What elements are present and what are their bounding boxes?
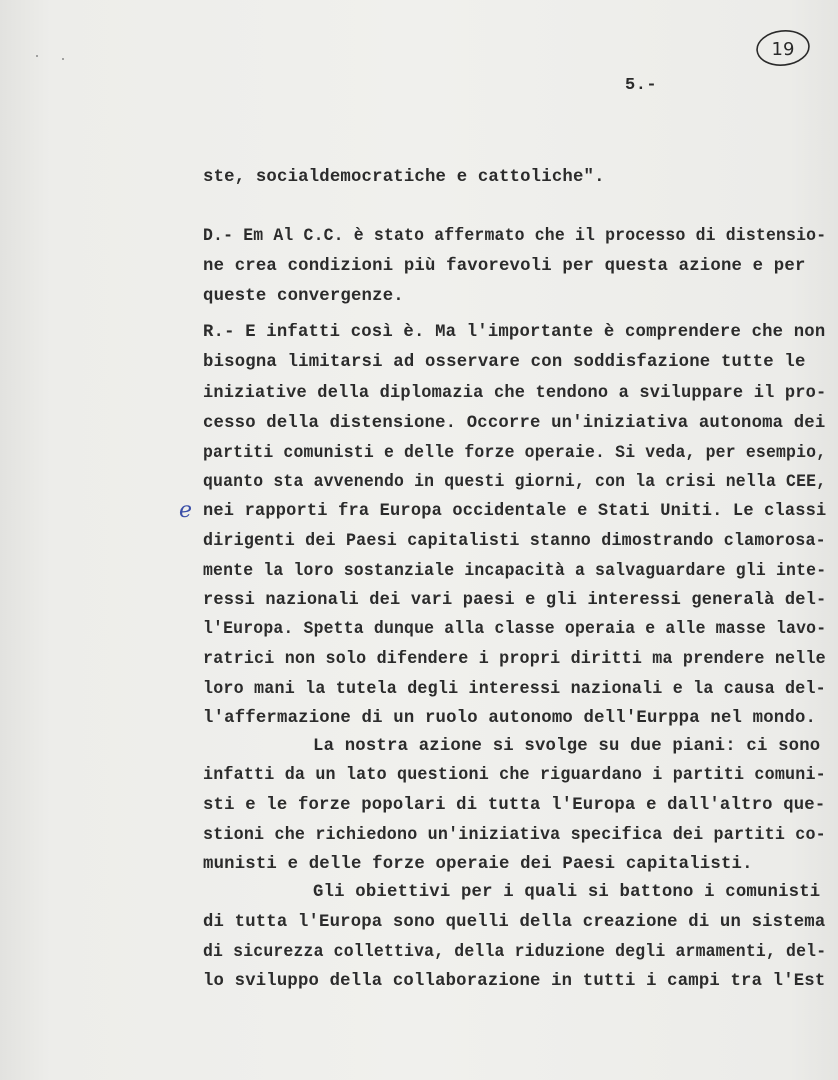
text-line: di tutta l'Europa sono quelli della creazione di un sistema <box>203 913 826 932</box>
text-line: ratrici non solo difendere i propri diritti ma prendere nelle <box>203 650 826 669</box>
text-line: cesso della distensione. Occorre un'iniziativa autonoma dei <box>203 414 826 433</box>
paper-speck <box>36 55 38 57</box>
stamp-number: 19 <box>771 39 795 60</box>
text-line: mente la loro sostanziale incapacità a salvaguardare gli inte- <box>203 562 827 581</box>
text-line: ste, socialdemocratiche e cattoliche". <box>203 168 605 187</box>
text-line: nei rapporti fra Europa occidentale e Stati Uniti. Le classi <box>203 502 827 521</box>
text-line: bisogna limitarsi ad osservare con soddisfazione tutte le <box>203 353 806 372</box>
stamp-circle-icon <box>754 27 812 69</box>
text-line: ne crea condizioni più favorevoli per questa azione e per <box>203 257 806 276</box>
text-line: sti e le forze popolari di tutta l'Europa e dall'altro que- <box>203 796 826 815</box>
text-line: iniziative della diplomazia che tendono a sviluppare il pro- <box>203 384 827 403</box>
text-line: l'Europa. Spetta dunque alla classe operaia e alle masse lavo- <box>203 620 827 639</box>
paper-speck <box>62 58 64 60</box>
text-line: infatti da un lato questioni che riguardano i partiti comuni- <box>203 766 826 785</box>
text-line: queste convergenze. <box>203 287 404 306</box>
text-line: l'affermazione di un ruolo autonomo dell'Eurppa nel mondo. <box>203 709 817 728</box>
text-line: Gli obiettivi per i quali si battono i comunisti <box>313 883 821 902</box>
text-line: munisti e delle forze operaie dei Paesi capitalisti. <box>203 855 753 874</box>
text-line: La nostra azione si svolge su due piani: ci sono <box>313 737 821 756</box>
text-line: partiti comunisti e delle forze operaie. Si veda, per esempio, <box>203 444 827 463</box>
text-line: dirigenti dei Paesi capitalisti stanno dimostrando clamorosa- <box>203 532 826 551</box>
page-number: 5.- <box>625 76 658 95</box>
text-line: stioni che richiedono un'iniziativa specifica dei partiti co- <box>203 826 826 845</box>
margin-handwritten-note: e <box>179 498 193 523</box>
text-line: loro mani la tutela degli interessi nazionali e la causa del- <box>203 680 826 699</box>
text-line: di sicurezza collettiva, della riduzione degli armamenti, del- <box>203 943 827 962</box>
text-line: quanto sta avvenendo in questi giorni, con la crisi nella CEE, <box>203 473 827 492</box>
text-line: ressi nazionali dei vari paesi e gli interessi generalà del- <box>203 591 827 610</box>
text-line: D.- Em Al C.C. è stato affermato che il processo di distensio- <box>203 227 827 246</box>
archive-page-stamp <box>754 27 812 69</box>
text-line: lo sviluppo della collaborazione in tutti i campi tra l'Est <box>203 972 826 991</box>
text-line: R.- E infatti così è. Ma l'importante è comprendere che non <box>203 323 826 342</box>
